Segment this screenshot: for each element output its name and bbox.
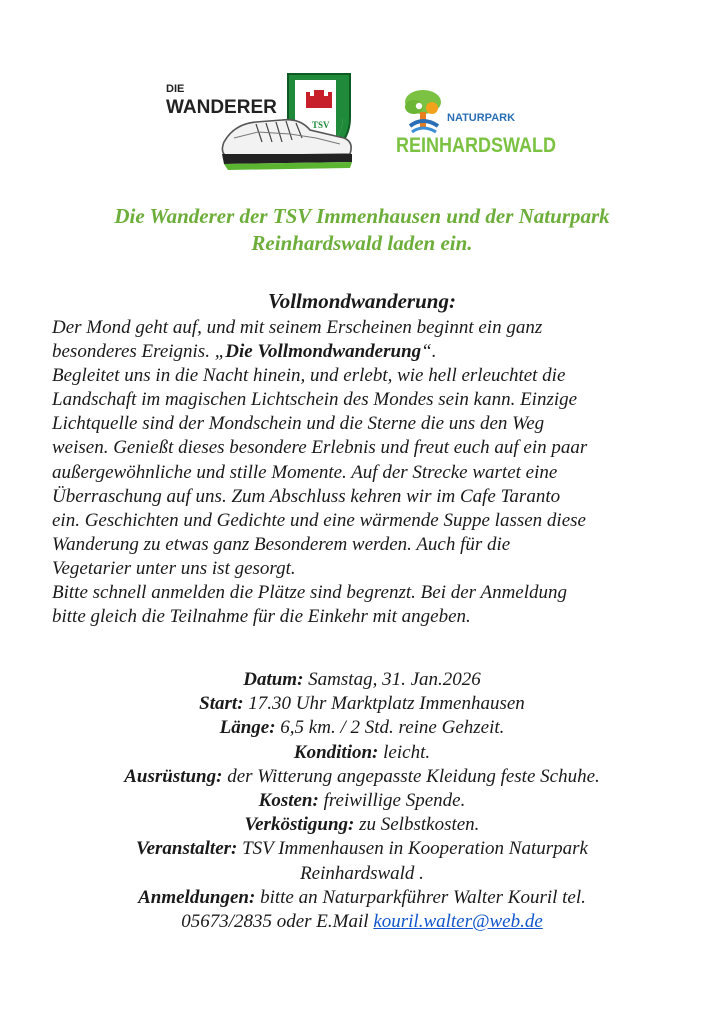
description-line: Landschaft im magischen Lichtschein des Mondes sein kann. Einzige: [52, 389, 578, 411]
headline-line-1: Die Wanderer der TSV Immenhausen und der Naturpark: [114, 204, 610, 228]
detail-verkoestigung: [0, 813, 724, 837]
start-label: Start:: [199, 693, 244, 715]
laenge-label: Länge:: [219, 717, 276, 739]
detail-start: [0, 692, 724, 716]
description-line: Begleitet uns in die Nacht hinein, und erlebt, wie hell erleuchtet die: [52, 365, 566, 387]
detail-anmeldungen-cont: [0, 910, 724, 934]
description-line: Bitte schnell anmelden die Plätze sind begrenzt. Bei der Anmeldung: [52, 582, 568, 604]
description-line: Wanderung zu etwas ganz Besonderem werden. Auch für die: [52, 533, 511, 555]
wanderer-tsv-logo: [160, 68, 360, 180]
event-description: [52, 316, 692, 629]
naturpark-reinhardswald-logo: [392, 86, 562, 161]
detail-anmeldungen: [0, 886, 724, 910]
detail-laenge: [0, 716, 724, 740]
headline-line-2: Reinhardswald laden ein.: [251, 231, 473, 255]
datum-label: Datum:: [243, 669, 304, 690]
description-line: Vegetarier unter uns ist gesorgt.: [52, 557, 296, 579]
logo-reinhardswald-text: REINHARDSWALD: [396, 134, 556, 157]
description-line: weisen. Genießt dieses besondere Erlebnis und freut euch auf ein paar: [52, 437, 588, 459]
veranstalter-value-line-1: TSV Immenhausen in Kooperation Naturpark: [237, 838, 588, 860]
description-line: ein. Geschichten und Gedichte und eine wärmende Suppe lassen diese: [52, 509, 586, 531]
start-value: 17.30 Uhr Marktplatz Immenhausen: [243, 693, 525, 715]
kondition-value: leicht.: [378, 741, 431, 763]
verkoestigung-label: Verköstigung:: [244, 814, 355, 836]
description-line: bitte gleich die Teilnahme für die Einkehr mit angeben.: [52, 606, 471, 628]
intro-line-2: [52, 340, 692, 364]
kosten-value: freiwillige Spende.: [318, 790, 466, 812]
intro-line-1: Der Mond geht auf, und mit seinem Erscheinen beginnt ein ganz: [52, 317, 543, 338]
detail-datum: [0, 668, 724, 692]
anmeldungen-value-line-2: 05673/2835 oder E.Mail: [181, 911, 374, 933]
description-line: außergewöhnliche und stille Momente. Auf der Strecke wartet eine: [52, 461, 558, 483]
event-title: Vollmondwanderung:: [268, 289, 456, 313]
detail-veranstalter-cont: Reinhardswald .: [300, 862, 424, 884]
logo-shield-text: TSV: [312, 120, 330, 130]
intro-event-name: Die Vollmondwanderung: [225, 341, 422, 363]
ausruestung-value: der Witterung angepasste Kleidung feste Schuhe.: [222, 765, 600, 787]
description-line: Überraschung auf uns. Zum Abschluss kehren wir im Cafe Taranto: [52, 485, 561, 507]
invitation-headline: [40, 203, 684, 257]
detail-ausruestung: [0, 765, 724, 789]
email-link[interactable]: kouril.walter@web.de: [373, 911, 543, 933]
logo-wanderer-text: WANDERER: [166, 97, 277, 118]
description-line: Lichtquelle sind der Mondschein und die Sterne die uns den Weg: [52, 413, 545, 435]
veranstalter-label: Veranstalter:: [136, 838, 238, 860]
detail-kosten: [0, 789, 724, 813]
logo-die-text: DIE: [166, 83, 185, 95]
kondition-label: Kondition:: [293, 741, 379, 763]
verkoestigung-value: zu Selbstkosten.: [354, 814, 480, 836]
tree-figure-icon: [405, 90, 441, 132]
detail-veranstalter: [0, 837, 724, 861]
intro-line-2-post: “.: [421, 341, 437, 363]
detail-kondition: [0, 741, 724, 765]
anmeldungen-value-line-1: bitte an Naturparkführer Walter Kouril tel.: [255, 886, 586, 908]
anmeldungen-label: Anmeldungen:: [138, 886, 256, 908]
logo-naturpark-text: NATURPARK: [447, 112, 516, 124]
event-details: [0, 668, 724, 934]
kosten-label: Kosten:: [258, 790, 319, 812]
intro-line-2-pre: besonderes Ereignis. „: [52, 341, 226, 363]
datum-value: Samstag, 31. Jan.2026: [303, 669, 481, 690]
laenge-value: 6,5 km. / 2 Std. reine Gehzeit.: [275, 717, 505, 739]
ausruestung-label: Ausrüstung:: [124, 765, 223, 787]
